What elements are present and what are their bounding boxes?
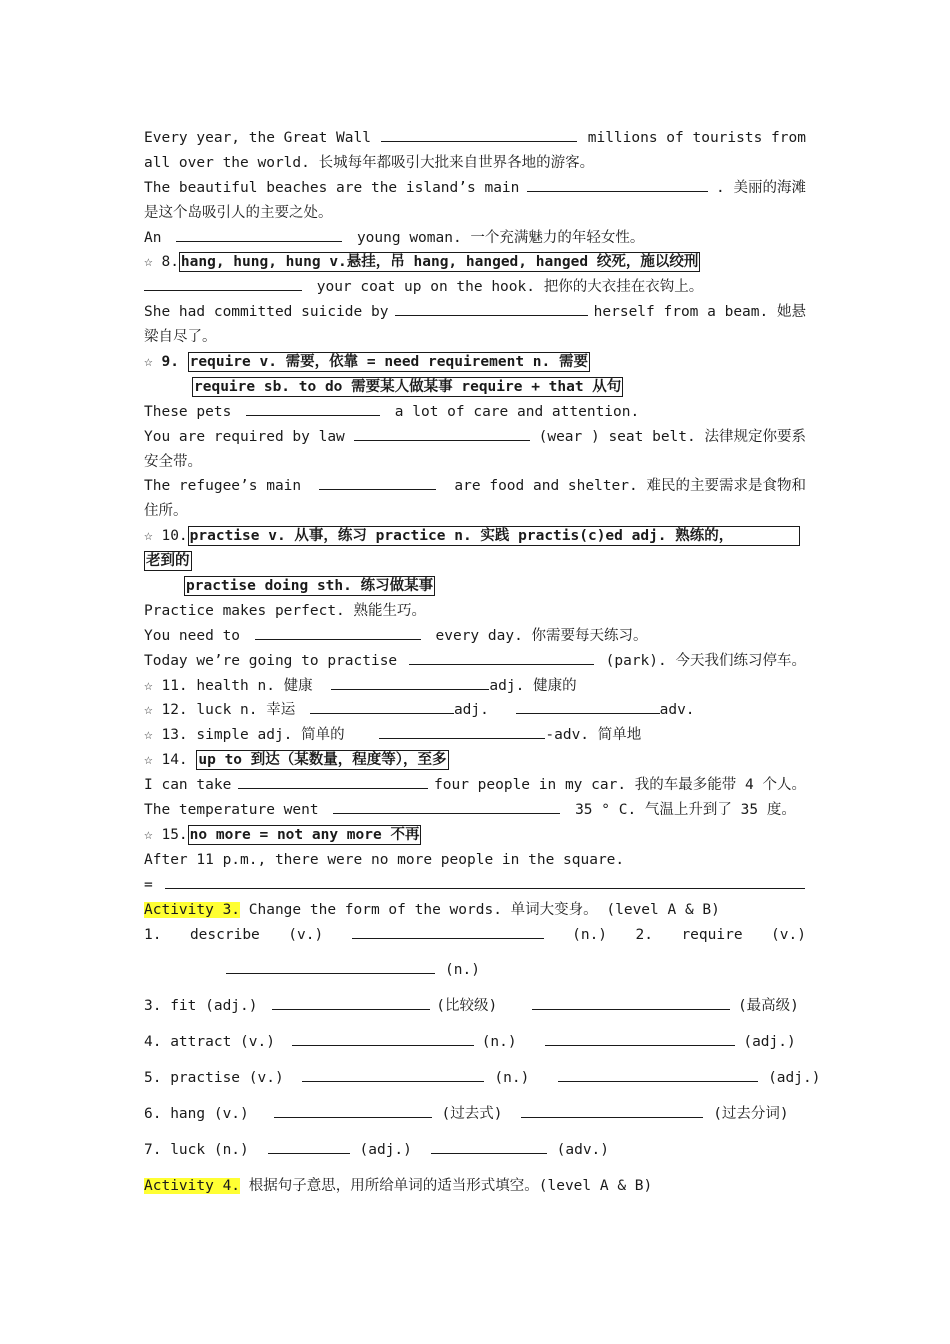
item-13 — [144, 723, 806, 748]
text: These pets — [144, 403, 232, 420]
sentence-attractive-woman — [144, 226, 806, 251]
text: adj. 健康的 — [489, 677, 577, 694]
answer-blank[interactable] — [165, 873, 805, 889]
text-line: After 11 p.m., there were no more people in the square. — [144, 851, 625, 868]
text: millions of tourists from — [587, 130, 806, 146]
answer-blank[interactable] — [532, 994, 730, 1010]
sentence-suicide — [144, 300, 806, 325]
text: herself from a beam. 她悬 — [593, 304, 806, 321]
answer-blank[interactable] — [268, 1138, 350, 1154]
answer-blank[interactable] — [333, 798, 560, 814]
answer-blank[interactable] — [246, 400, 380, 416]
text: 5. practise (v.) — [144, 1070, 284, 1087]
equals-sign: = — [144, 876, 153, 893]
text: your coat up on the hook. 把你的大衣挂在衣钩上。 — [316, 279, 704, 296]
item-10-wrap — [144, 549, 806, 574]
text: (n.) — [445, 962, 480, 979]
activity-3-row-1b — [144, 958, 806, 983]
answer-blank[interactable] — [545, 1030, 735, 1046]
answer-blank[interactable] — [379, 723, 545, 739]
item-11 — [144, 674, 806, 699]
vocab-box: require v. 需要，依靠 = need requirement n. 需要 — [189, 354, 588, 371]
answer-blank[interactable] — [558, 1066, 758, 1082]
text: (过去分词) — [713, 1105, 789, 1122]
activity-instructions: Change the form of the words. 单词大变身。 (level A & B) — [240, 901, 720, 918]
text: (wear ) seat belt. 法律规定你要系 — [538, 428, 806, 445]
answer-blank[interactable] — [527, 176, 708, 192]
vocab-box: up to 到达（某数量，程度等），至多 — [198, 752, 447, 769]
activity-tag: Activity 4. — [144, 1177, 241, 1194]
text: (adv.) — [556, 1141, 610, 1158]
text: describe — [189, 926, 260, 943]
vocab-box: require sb. to do 需要某人做某事 require + that 从句 — [194, 378, 622, 395]
activity-tag: Activity 3. — [144, 901, 241, 918]
answer-blank[interactable] — [319, 474, 436, 490]
answer-blank[interactable] — [226, 958, 435, 974]
text: 6. hang (v.) — [144, 1105, 249, 1122]
text-line: 安全带。 — [144, 453, 202, 470]
text: every day. 你需要每天练习。 — [435, 627, 648, 644]
sentence-refugee — [144, 474, 806, 499]
text: The beautiful beaches are the island’s main — [144, 179, 520, 196]
text-line: 住所。 — [144, 503, 188, 520]
text-line: all over the world. 长城每年都吸引大批来自世界各地的游客。 — [144, 154, 595, 171]
item-12 — [144, 698, 806, 723]
text: (n.) — [481, 1034, 517, 1051]
answer-blank[interactable] — [381, 126, 577, 142]
text: (park). 今天我们练习停车。 — [605, 652, 806, 669]
text: (adj.) — [359, 1141, 412, 1158]
sentence-beaches — [144, 176, 806, 201]
text: 1. — [144, 926, 162, 943]
text: young woman. 一个充满魅力的年轻女性。 — [356, 229, 645, 246]
sentence-temperature — [144, 798, 806, 823]
text: 2. — [635, 926, 653, 943]
text: adj. — [453, 702, 489, 719]
item-9-header — [144, 350, 806, 375]
vocab-box: practise doing sth. 练习做某事 — [186, 578, 434, 595]
text: The temperature went — [144, 802, 319, 819]
text: ☆ 12. luck n. 幸运 — [144, 702, 296, 719]
text: You need to — [144, 627, 241, 644]
item-number: ☆ 14. — [144, 752, 188, 769]
item-14-header — [144, 748, 806, 773]
text: are food and shelter. 难民的主要需求是食物和 — [454, 478, 806, 495]
activity-3-row-3 — [144, 994, 806, 1019]
worksheet-page — [144, 126, 821, 1199]
text: 4. attract (v.) — [144, 1034, 275, 1051]
text: (比较级) — [436, 998, 498, 1015]
activity-3-row-4 — [144, 1030, 806, 1055]
item-10-sub — [144, 574, 806, 599]
item-number: ☆ 10. — [144, 528, 188, 545]
sentence-great-wall — [144, 126, 806, 151]
answer-blank[interactable] — [352, 923, 544, 939]
answer-blank[interactable] — [176, 226, 342, 242]
text: She had committed suicide by — [144, 304, 389, 321]
sentence-practise-daily — [144, 624, 806, 649]
text: require — [681, 926, 743, 943]
text-line: 是这个岛吸引人的主要之处。 — [144, 204, 333, 221]
text: Every year, the Great Wall — [144, 130, 371, 146]
answer-blank[interactable] — [521, 1102, 703, 1118]
sentence-pets — [144, 400, 806, 425]
text: You are required by law — [144, 428, 345, 445]
vocab-box: no more = not any more 不再 — [189, 826, 420, 843]
text: 3. fit (adj.) — [144, 998, 258, 1015]
text: Today we’re going to practise — [144, 652, 398, 669]
answer-blank[interactable] — [431, 1138, 547, 1154]
activity-3-row-7 — [144, 1138, 806, 1163]
text: (adj.) — [768, 1070, 821, 1087]
text: . 美丽的海滩 — [716, 179, 806, 196]
answer-blank[interactable] — [516, 698, 660, 714]
answer-blank[interactable] — [272, 994, 430, 1010]
answer-blank[interactable] — [310, 698, 454, 714]
text: (最高级) — [737, 998, 799, 1015]
item-8-header — [144, 250, 806, 275]
sentence-car — [144, 773, 806, 798]
answer-blank[interactable] — [144, 275, 302, 291]
item-15-header — [144, 823, 806, 848]
vocab-box: 老到的 — [146, 553, 190, 570]
answer-blank[interactable] — [238, 773, 428, 789]
answer-blank[interactable] — [395, 300, 588, 316]
text: (adj.) — [743, 1034, 796, 1051]
text: 35 ° C. 气温上升到了 35 度。 — [575, 802, 796, 819]
sentence-parking — [144, 649, 806, 674]
text: I can take — [144, 777, 232, 794]
text: four people in my car. 我的车最多能带 4 个人。 — [434, 777, 806, 794]
item-9-sub — [144, 375, 806, 400]
text: 7. luck (n.) — [144, 1141, 249, 1158]
activity-3-row-1 — [144, 923, 806, 948]
text: (v.) — [288, 926, 324, 943]
activity-4-heading — [144, 1174, 806, 1199]
activity-3-row-5 — [144, 1066, 821, 1091]
answer-blank[interactable] — [354, 425, 530, 441]
sentence-law — [144, 425, 806, 450]
sentence-hang-coat — [144, 275, 806, 300]
text: (n.) — [494, 1070, 530, 1087]
item-10-header — [144, 524, 806, 549]
text-line: 梁自尽了。 — [144, 329, 217, 346]
activity-3-row-6 — [144, 1102, 806, 1127]
text: adv. — [659, 702, 695, 719]
text: -adv. 简单地 — [545, 727, 642, 744]
activity-instructions: 根据句子意思，用所给单词的适当形式填空。(level A & B) — [240, 1177, 653, 1194]
text: ☆ 11. health n. 健康 — [144, 677, 313, 694]
text: ☆ 13. simple adj. 简单的 — [144, 727, 345, 744]
item-number: ☆ 9. — [144, 354, 179, 371]
text: The refugee’s main — [144, 478, 302, 495]
vocab-box: hang, hung, hung v.悬挂，吊 hang, hanged, hanged 绞死，施以绞刑 — [180, 254, 699, 271]
text: An — [144, 229, 162, 246]
answer-blank[interactable] — [409, 649, 594, 665]
answer-blank[interactable] — [331, 674, 489, 690]
text: a lot of care and attention. — [394, 403, 640, 420]
answer-blank[interactable] — [274, 1102, 432, 1118]
vocab-box: practise v. 从事，练习 practice n. 实践 practis(c)ed adj. 熟练的， — [188, 526, 800, 546]
activity-3-heading — [144, 898, 806, 923]
item-number: ☆ 8. — [144, 254, 179, 271]
item-number: ☆ 15. — [144, 826, 188, 843]
answer-blank[interactable] — [255, 624, 421, 640]
answer-blank[interactable] — [302, 1066, 484, 1082]
text: (过去式) — [441, 1105, 503, 1122]
rewrite-line — [144, 873, 806, 898]
answer-blank[interactable] — [292, 1030, 474, 1046]
text: (v.) — [771, 926, 806, 943]
text: (n.) — [572, 926, 608, 943]
text-line: Practice makes perfect. 熟能生巧。 — [144, 602, 427, 619]
